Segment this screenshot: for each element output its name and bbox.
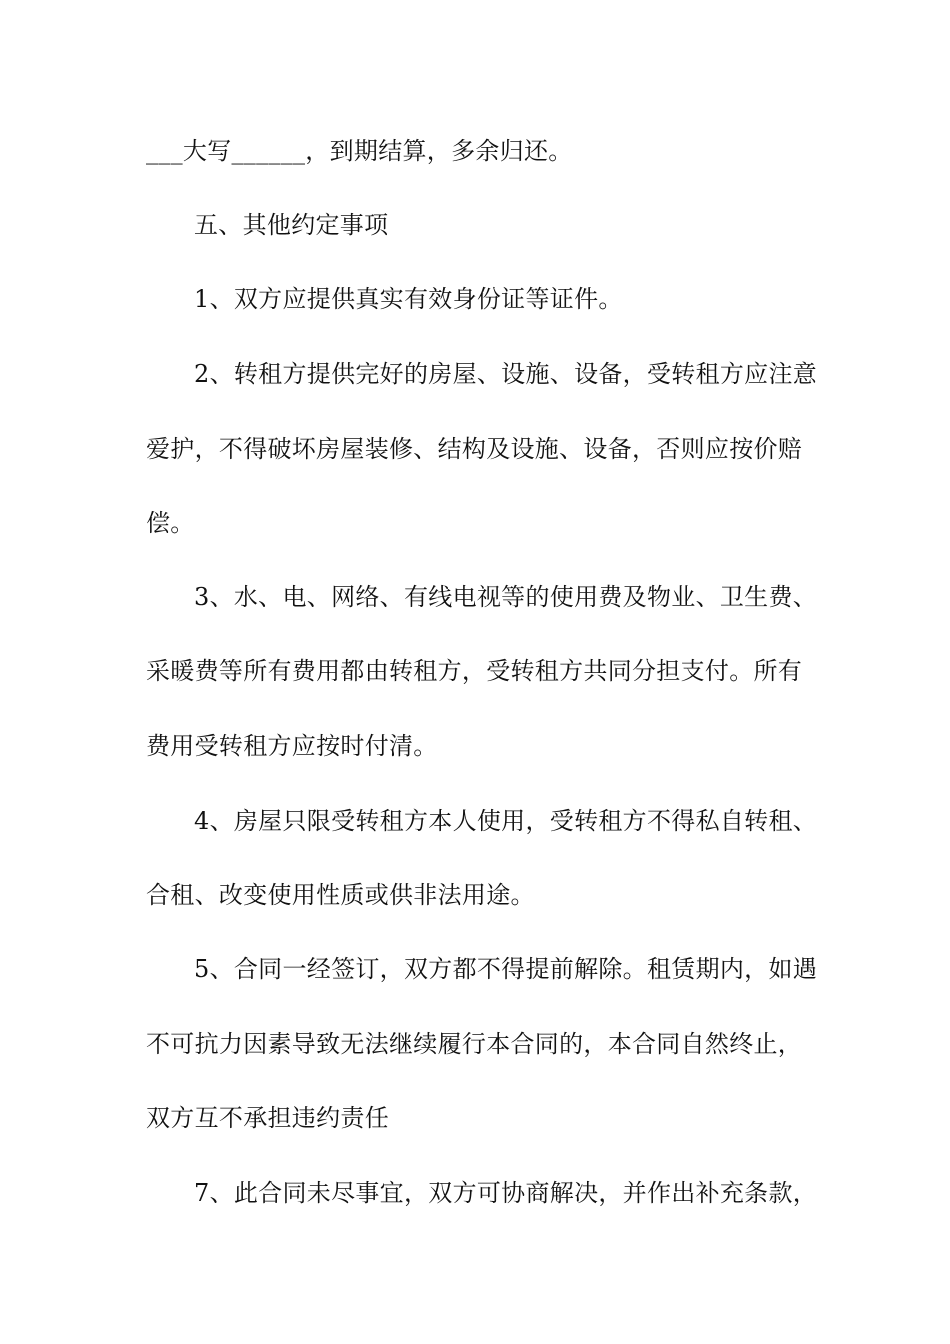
clause-4-line-1: 4、房屋只限受转租方本人使用，受转租方不得私自转租、 bbox=[194, 807, 818, 835]
clause-7-line-1: 7、此合同未尽事宜，双方可协商解决，并作出补充条款， bbox=[194, 1179, 818, 1207]
clause-2-line-1: 2、转租方提供完好的房屋、设施、设备，受转租方应注意 bbox=[194, 360, 818, 388]
clause-1-line-1: 1、双方应提供真实有效身份证等证件。 bbox=[194, 285, 623, 313]
clause-3-line-1: 3、水、电、网络、有线电视等的使用费及物业、卫生费、 bbox=[194, 583, 818, 611]
clause-4-line-2: 合租、改变使用性质或供非法用途。 bbox=[146, 881, 535, 909]
text-line-deposit-amount: ___大写______，到期结算，多余归还。 bbox=[146, 137, 573, 165]
clause-2-line-3: 偿。 bbox=[146, 509, 195, 537]
clause-5-line-3: 双方互不承担违约责任 bbox=[146, 1104, 389, 1132]
section-heading-other-terms: 五、其他约定事项 bbox=[194, 211, 389, 239]
clause-2-line-2: 爱护，不得破坏房屋装修、结构及设施、设备，否则应按价赔 bbox=[146, 435, 803, 463]
clause-5-line-2: 不可抗力因素导致无法继续履行本合同的，本合同自然终止， bbox=[146, 1030, 803, 1058]
clause-3-line-3: 费用受转租方应按时付清。 bbox=[146, 732, 438, 760]
clause-3-line-2: 采暖费等所有费用都由转租方，受转租方共同分担支付。所有 bbox=[146, 657, 803, 685]
clause-5-line-1: 5、合同一经签订，双方都不得提前解除。租赁期内，如遇 bbox=[194, 955, 818, 983]
